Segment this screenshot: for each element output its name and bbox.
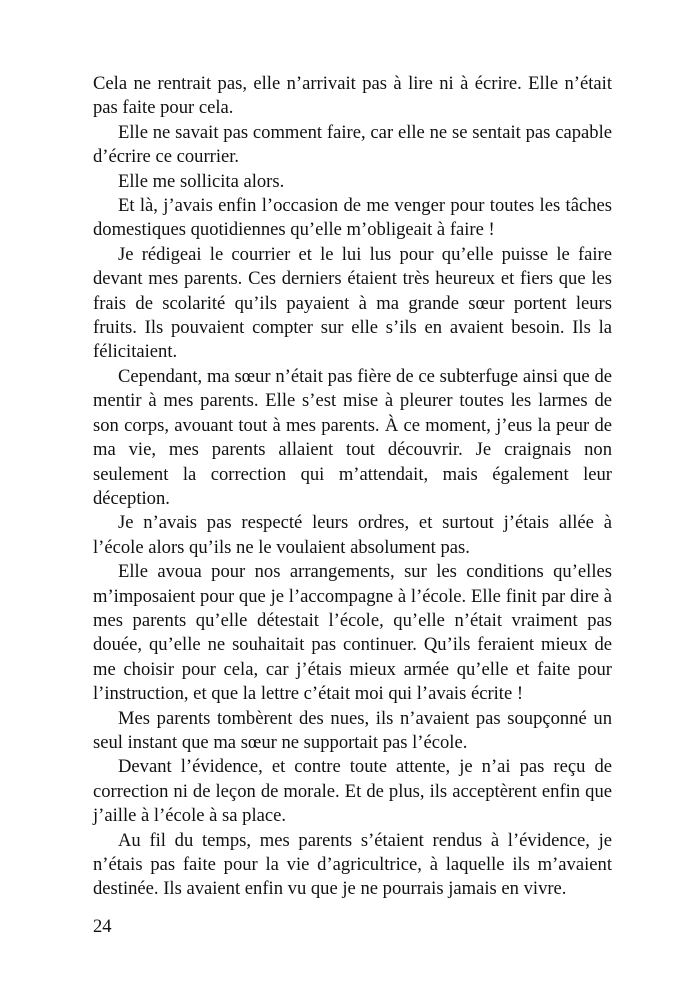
- paragraph-1: Cela ne rentrait pas, elle n’arrivait pas à lire ni à écrire. Elle n’était pas faite pour cela.: [93, 73, 612, 119]
- paragraph-9: Mes parents tombèrent des nues, ils n’avaient pas soupçonné un seul instant que ma sœur ne supportait pas l’école.: [93, 707, 612, 753]
- body-text: [93, 72, 612, 902]
- paragraph-3: Elle me sollicita alors.: [118, 170, 285, 192]
- paragraph-4: Et là, j’avais enfin l’occasion de me venger pour toutes les tâches domestiques quotidiennes qu’elle m’obligeait à faire !: [93, 195, 612, 241]
- paragraph-8: Elle avoua pour nos arrangements, sur les conditions qu’elles m’imposaient pour que je l’accompagne à l’école. Elle finit par dire à mes parents qu’elle détestait l’école, qu’elle n’était vraiment pas douée, qu’elle ne souhaitait pas continuer. Qu’ils feraient mieux de me choisir pour cela, car j’étais mieux armée qu’elle et faite pour l’instruction, et que la lettre c’était moi qui l’avais écrite !: [93, 561, 612, 705]
- paragraph-2: Elle ne savait pas comment faire, car elle ne se sentait pas capable d’écrire ce courrier.: [93, 121, 612, 168]
- page-number: 24: [93, 916, 112, 937]
- paragraph-10: Devant l’évidence, et contre toute attente, je n’ai pas reçu de correction ni de leçon de morale. Et de plus, ils acceptèrent enfin que j’aille à l’école à sa place.: [93, 756, 612, 827]
- paragraph-5: Je rédigeai le courrier et le lui lus pour qu’elle puisse le faire devant mes parents. Ces derniers étaient très heureux et fiers que les frais de scolarité qu’ils payaient à ma grande sœur portent leurs fruits. Ils pouvaient compter sur elle s’ils en avaient besoin. Ils la félicitaient.: [93, 243, 612, 363]
- paragraph-6: Cependant, ma sœur n’était pas fière de ce subterfuge ainsi que de mentir à mes parents. Elle s’est mise à pleurer toutes les larmes de son corps, avouant tout à mes parents. À ce moment, j’eus la peur de ma vie, mes parents allaient tout découvrir. Je craignais non seulement la correction qui m’attendait, mais également leur déception.: [93, 365, 612, 509]
- paragraph-7: Je n’avais pas respecté leurs ordres, et surtout j’étais allée à l’école alors qu’ils ne le voulaient absolument pas.: [93, 512, 612, 558]
- paragraph-11: Au fil du temps, mes parents s’étaient rendus à l’évidence, je n’étais pas faite pour la vie d’agricultrice, à laquelle ils m’avaient destinée. Ils avaient enfin vu que je ne pourrais jamais en vivre.: [93, 829, 612, 900]
